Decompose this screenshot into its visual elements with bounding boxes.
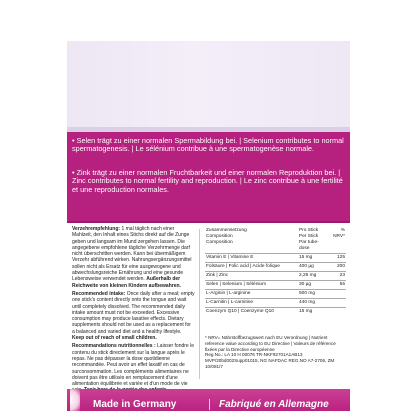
row-amount: 400 µg	[298, 263, 330, 272]
nutrition-header-row	[205, 227, 346, 254]
usage-de	[72, 226, 195, 289]
usage-en	[72, 291, 195, 341]
table-row	[205, 299, 346, 308]
band-divider	[209, 399, 210, 410]
table-row	[205, 290, 346, 299]
usage-instructions	[72, 226, 195, 396]
table-row	[205, 281, 346, 290]
nrv-footnote	[205, 335, 346, 370]
usage-fr	[72, 343, 195, 393]
header-nrv: % NRV*	[333, 228, 345, 239]
fabrique-label: Fabriqué en Allemagne	[219, 399, 329, 410]
row-nrv	[330, 290, 346, 299]
usage-en-warning: Keep out of reach of small children.	[72, 335, 157, 342]
row-amount: 30 µg	[298, 281, 330, 290]
row-name: Selen | Selenium | Sélénium	[205, 281, 298, 290]
claim-selenium: • Selen trägt zu einer normalen Spermabildung bei. | Selenium contributes to normal spermatogenesis. | Le sélénium contribue à une spermatogenèse normale.	[72, 136, 344, 154]
usage-de-text: 1 mal täglich nach einer Mahlzeit, den Inhalt eines Stichs direkt auf die Zunge geben und langsam im Mund zergehen lassen. Die angegebene empfohlene tägliche Verzehrmenge darf nicht überschritten werden. Kann bei übermäßigem Verzehr abführend wirken. Nahrungsergänzungsmittel sollen nicht als Ersatz für eine ausgewogene und abwechslungsreiche Ernährung und eine gesunde Lebensweise verwendet werden.	[72, 226, 192, 283]
row-amount: 15 mg	[298, 254, 330, 263]
usage-en-text: Once daily after a meal; empty one stick's content directly onto the tongue and wait until completely dissolved. The recommended daily intake amount must not be exceeded. Excessive consumption may produce laxative effects. Dietary supplements should not be used as a replacement for a balanced and varied diet and a healthy lifestyle.	[72, 290, 195, 335]
row-name: L-Arginin | L-arginine	[205, 290, 298, 299]
row-nrv: 23	[330, 272, 346, 281]
info-panel	[67, 223, 350, 389]
product-box	[67, 41, 350, 411]
usage-de-heading: Verzehrempfehlung:	[72, 226, 121, 232]
row-name: Zink | Zinc	[205, 272, 298, 281]
box-lid	[67, 41, 350, 131]
row-nrv	[330, 299, 346, 308]
nrv-footnote-text: * NRV= Nährstoffbezugswert nach EU Verordnung | Nutrient reference value according to EU Directive | Valeurs de référence fixées par la Directive européenne	[205, 335, 336, 352]
table-row	[205, 263, 346, 272]
row-nrv: 200	[330, 263, 346, 272]
header-composition: Zusammensetzung Composition Composition	[206, 228, 247, 245]
row-amount: 440 mg	[298, 299, 330, 308]
row-nrv	[330, 308, 346, 317]
usage-fr-heading: Recommandations nutritionnelles :	[72, 343, 156, 350]
brand-swirl-icon	[70, 389, 80, 411]
table-row	[205, 254, 346, 263]
nutrition-table	[205, 227, 346, 316]
row-amount: 2,25 mg	[298, 272, 330, 281]
origin-band	[67, 389, 350, 411]
row-nrv: 55	[330, 281, 346, 290]
row-amount: 500 mg	[298, 290, 330, 299]
health-claims-panel	[67, 132, 350, 221]
header-per-stick: Pro Stick Per Stick Par tube-dose	[299, 228, 319, 251]
row-name: Vitamin E | Vitamine E	[205, 254, 298, 263]
registration-numbers: Reg.No.: LA 10 H 00076 TR-NKF92701A1AB13 MVP/20bd002Supp01015, NG NAFDAC REG.NO A7-2706, ZM 10/081/7	[205, 352, 335, 369]
row-name: Coenzym Q10 | Coenzyme Q10	[205, 308, 298, 317]
row-amount: 15 mg	[298, 308, 330, 317]
row-name: L-Carnitin | L-carnitine	[205, 299, 298, 308]
row-nrv: 125	[330, 254, 346, 263]
table-row	[205, 308, 346, 317]
usage-en-heading: Recommended intake:	[72, 290, 126, 297]
claim-zinc: • Zink trägt zu einer normalen Fruchtbarkeit und einer normalen Reproduktion bei. | Zinc contributes to normal fertility and reproduction. | Le zinc contribue à une fertilité et une reproduction normales.	[72, 168, 343, 194]
column-divider	[199, 229, 200, 379]
usage-de-warning: Außerhalb der Reichweite von kleinen Kindern aufbewahren.	[72, 276, 181, 289]
made-in-germany-label: Made in Germany	[93, 399, 177, 410]
table-row	[205, 272, 346, 281]
row-name: Folsäure | Folic acid | Acide folique	[205, 263, 298, 272]
usage-fr-text: Laisser fondre le contenu du stick directement sur la langue après le repas. Ne pas dépasser la dose quotidienne recommandée. Peut avoir un effet laxatif en cas de surconsommation. Les compléments alimentaires ne doivent pas être utilisés en remplacement d'une alimentation équilibrée et variée et d'un mode de vie	[72, 343, 194, 388]
